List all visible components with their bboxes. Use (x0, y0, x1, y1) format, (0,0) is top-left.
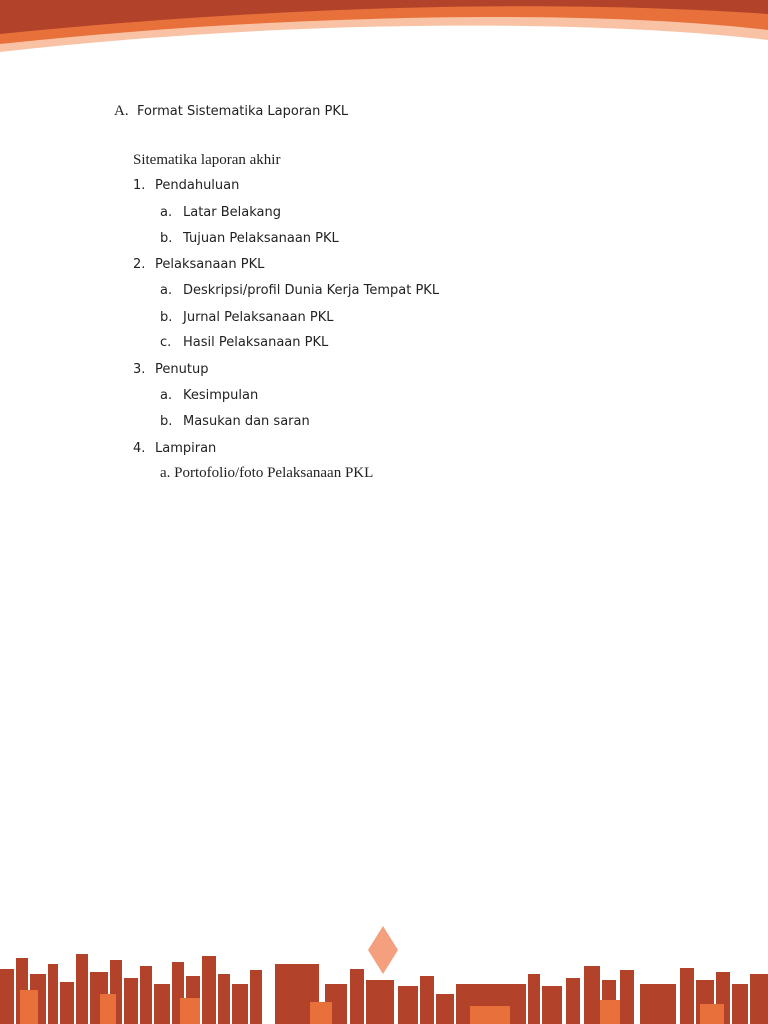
city-skyline-decoration (0, 914, 768, 1024)
sub-list-marker: b. (160, 310, 173, 325)
sub-list-marker: a. (160, 388, 173, 403)
sub-list-item-label: Deskripsi/profil Dunia Kerja Tempat PKL (183, 283, 440, 298)
sub-list-item-label: Masukan dan saran (183, 414, 310, 429)
sub-list-item-label: Jurnal Pelaksanaan PKL (183, 310, 334, 325)
intro-text: Sitematika laporan akhir (133, 152, 281, 168)
sub-list-item-label: Tujuan Pelaksanaan PKL (183, 231, 339, 246)
section-title: Format Sistematika Laporan PKL (137, 104, 349, 119)
sub-list-item-label: a. Portofolio/foto Pelaksanaan PKL (160, 465, 374, 481)
sub-list-item-label: Kesimpulan (183, 388, 259, 403)
sub-list-marker: b. (160, 414, 173, 429)
list-marker: 2. (133, 257, 146, 272)
sub-list-marker: a. (160, 205, 173, 220)
list-marker: 3. (133, 362, 146, 377)
sub-list-item-label: Latar Belakang (183, 205, 282, 220)
list-marker: 1. (133, 178, 146, 193)
sub-list-marker: a. (160, 283, 173, 298)
list-item-label: Pelaksanaan PKL (155, 257, 265, 272)
list-marker: 4. (133, 441, 146, 456)
list-item-label: Penutup (155, 362, 209, 377)
header-wave-banner (0, 0, 768, 70)
sub-list-marker: c. (160, 335, 172, 350)
sub-list-marker: b. (160, 231, 173, 246)
section-marker: A. (114, 103, 129, 119)
list-item-label: Lampiran (155, 441, 217, 456)
sub-list-item-label: Hasil Pelaksanaan PKL (183, 335, 329, 350)
list-item-label: Pendahuluan (155, 178, 240, 193)
